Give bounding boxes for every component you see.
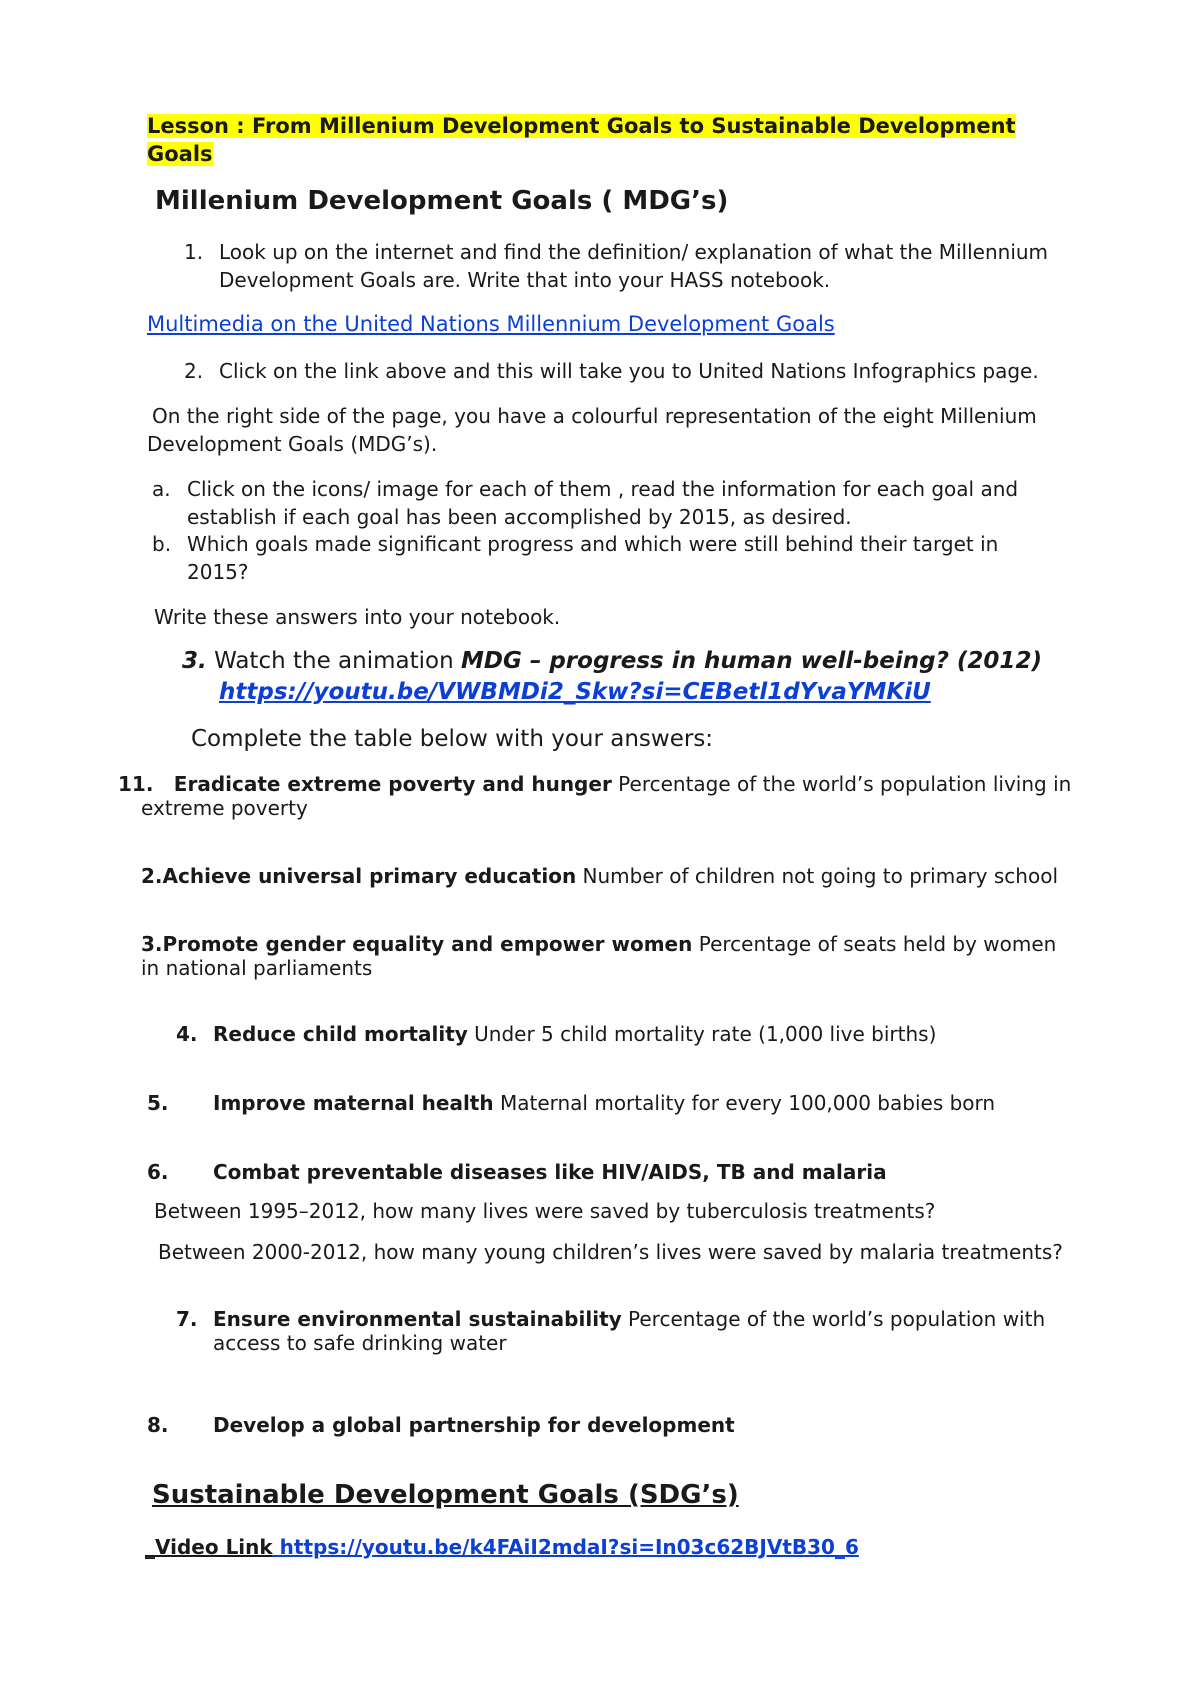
- goal3-title: Promote gender equality and empower women: [162, 932, 693, 956]
- goal5-line: [213, 1091, 995, 1115]
- item-b-label: b.: [152, 532, 172, 556]
- step3-title: MDG – progress in human well-being? (2012): [460, 648, 1042, 674]
- goal3-number: 3.: [141, 932, 163, 956]
- item-a-label: a.: [152, 477, 171, 501]
- lesson-title: [147, 114, 1016, 138]
- goal1-text: Percentage of the world’s population living in: [611, 772, 1072, 796]
- goal6-question1: Between 1995–2012, how many lives were saved by tuberculosis treatments?: [154, 1199, 936, 1223]
- step2-number: 2.: [184, 359, 204, 383]
- goal5-title: Improve maternal health: [213, 1091, 494, 1115]
- mdg-heading: Millenium Development Goals ( MDG’s): [155, 186, 729, 216]
- goal7-line2: access to safe drinking water: [213, 1331, 507, 1355]
- goal2-title: Achieve universal primary education: [162, 864, 577, 888]
- video-link-line: [145, 1535, 859, 1559]
- step3-line: [182, 648, 1042, 674]
- step2-text: Click on the link above and this will take you to United Nations Infographics page.: [219, 359, 1039, 383]
- goal3-line1: [141, 932, 1056, 956]
- goal7-title: Ensure environmental sustainability: [213, 1307, 622, 1331]
- goal4-line: [213, 1022, 936, 1046]
- goal4-text: Under 5 child mortality rate (1,000 live births): [467, 1022, 937, 1046]
- write-answers-text: Write these answers into your notebook.: [154, 605, 561, 629]
- step1-number: 1.: [184, 240, 204, 264]
- goal7-number: 7.: [176, 1307, 198, 1331]
- goal2-number: 2.: [141, 864, 163, 888]
- right-side-line2: Development Goals (MDG’s).: [147, 432, 438, 456]
- item-b-line2: 2015?: [187, 560, 249, 584]
- goal2-text: Number of children not going to primary school: [576, 864, 1058, 888]
- lesson-title-line2-wrap: [147, 142, 213, 166]
- goal6-number: 6.: [147, 1160, 169, 1184]
- goal1-number: 11.: [118, 772, 154, 796]
- sdg-heading: Sustainable Development Goals (SDG’s): [152, 1480, 739, 1510]
- step3-number: 3.: [182, 648, 207, 674]
- item-a-line2: establish if each goal has been accomplished by 2015, as desired.: [187, 505, 852, 529]
- goal7-text: Percentage of the world’s population with: [621, 1307, 1046, 1331]
- un-mdg-link[interactable]: Multimedia on the United Nations Millennium Development Goals: [147, 312, 835, 336]
- step1-line2: Development Goals are. Write that into your HASS notebook.: [219, 268, 831, 292]
- step3-prefix: Watch the animation: [214, 648, 461, 674]
- goal1-line2: extreme poverty: [141, 796, 308, 820]
- item-b-line1: Which goals made significant progress and which were still behind their target in: [187, 532, 999, 556]
- goal7-line1: [213, 1307, 1045, 1331]
- goal6-title: Combat preventable diseases like HIV/AIDS, TB and malaria: [213, 1160, 887, 1184]
- right-side-line1: On the right side of the page, you have a colourful representation of the eight Millenium: [152, 404, 1037, 428]
- step1-line1: Look up on the internet and find the definition/ explanation of what the Millennium: [219, 240, 1049, 264]
- lesson-title-line2: Goals: [147, 142, 213, 166]
- goal3-text: Percentage of seats held by women: [692, 932, 1057, 956]
- goal5-text: Maternal mortality for every 100,000 babies born: [493, 1091, 996, 1115]
- step3-video-link[interactable]: https://youtu.be/VWBMDi2_Skw?si=CEBetl1dYvaYMKiU: [219, 679, 931, 705]
- goal6-question2: Between 2000-2012, how many young children’s lives were saved by malaria treatments?: [158, 1240, 1063, 1264]
- goal1-line1: [118, 772, 1071, 796]
- video-label: _Video Link: [145, 1535, 273, 1559]
- complete-table-text: Complete the table below with your answers:: [191, 726, 714, 752]
- goal8-title: Develop a global partnership for development: [213, 1413, 735, 1437]
- goal5-number: 5.: [147, 1091, 169, 1115]
- goal1-title: Eradicate extreme poverty and hunger: [173, 772, 612, 796]
- item-a-line1: Click on the icons/ image for each of them , read the information for each goal and: [187, 477, 1019, 501]
- sdg-video-link[interactable]: https://youtu.be/k4FAiI2mdaI?si=In03c62BJVtB30_6: [272, 1535, 859, 1559]
- goal3-line2: in national parliaments: [141, 956, 373, 980]
- goal4-title: Reduce child mortality: [213, 1022, 468, 1046]
- goal8-number: 8.: [147, 1413, 169, 1437]
- goal4-number: 4.: [176, 1022, 198, 1046]
- lesson-title-line1: Lesson : From Millenium Development Goals to Sustainable Development: [147, 114, 1016, 138]
- goal2-line: [141, 864, 1058, 888]
